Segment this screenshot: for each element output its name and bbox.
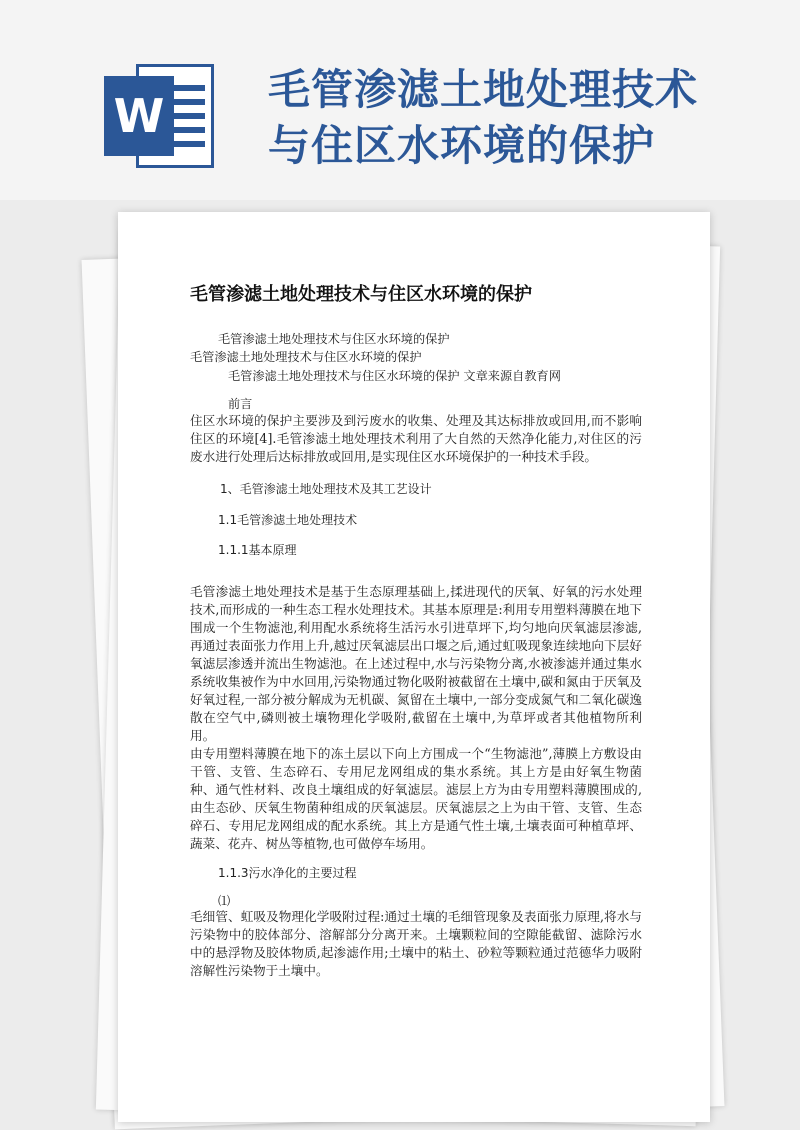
subtitle-line: 毛管渗滤土地处理技术与住区水环境的保护 (190, 350, 422, 364)
word-icon (104, 58, 222, 176)
banner-title (268, 62, 768, 174)
principle-paragraph: 毛管渗滤土地处理技术是基于生态原理基础上,揉进现代的厌氧、好氧的污水处理技术,而形成的一种生态工程水处理技术。其基本原理是:利用专用塑料薄膜在地下围成一个生物滤池,利用配水系统将生活污水引进草坪下,均匀地向厌氧滤层渗滤,再通过表面张力作用上升,越过厌氧滤层出口堰之后,通过虹吸现象连续地向下层好氧滤层渗透并流出生物滤池。在上述过程中,水与污染物分离,水被渗滤并通过集水系统收集被作为中水回用,污染物通过物化吸附被截留在土壤中,碳和氮由于厌氧及好氧过程,一部分被分解成为无机碳、氮留在土壤中,一部分变成氮气和二氧化碳逸散在空气中,磷则被土壤物理化学吸附,截留在土壤中,为草坪或者其他植物所利用。 (190, 584, 642, 743)
word-letter-tile: W (104, 76, 174, 156)
document-title: 毛管渗滤土地处理技术与住区水环境的保护 (190, 284, 532, 305)
subtitle-line: 毛管渗滤土地处理技术与住区水环境的保护 (218, 332, 450, 346)
subsubsection-heading: 1.1.1基本原理 (218, 543, 297, 557)
banner-title-line-1: 毛管渗滤土地处理技术 (268, 65, 699, 114)
preface-paragraph: 住区水环境的保护主要涉及到污废水的收集、处理及其达标排放或回用,而不影响住区的环境[4].毛管渗滤土地处理技术利用了大自然的天然净化能力,对住区的污废水进行处理后达标排放或回用,是实现住区水环境保护的一种技术手段。 (190, 413, 642, 464)
structure-paragraph: 由专用塑料薄膜在地下的冻土层以下向上方围成一个“生物滤池”,薄膜上方敷设由干管、支管、生态碎石、专用尼龙网组成的集水系统。其上方是由好氧生物菌种、通气性材料、改良土壤组成的好氧滤层。滤层上方为由专用塑料薄膜围成的,由生态砂、厌氧生物菌种组成的厌氧滤层。厌氧滤层之上为由干管、支管、生态碎石、专用尼龙网组成的配水系统。其上方是通气性土壤,土壤表面可种植草坪、蔬菜、花卉、树丛等植物,也可做停车场用。 (190, 746, 642, 851)
subsection-heading: 1.1毛管渗滤土地处理技术 (218, 513, 358, 527)
section-heading: 1、毛管渗滤土地处理技术及其工艺设计 (220, 482, 432, 496)
preface-label: 前言 (228, 397, 253, 411)
banner-title-line-2: 与住区水环境的保护 (268, 121, 656, 170)
subtitle-line: 毛管渗滤土地处理技术与住区水环境的保护 文章来源自教育网 (228, 369, 561, 383)
process-paragraph: 毛细管、虹吸及物理化学吸附过程:通过土壤的毛细管现象及表面张力原理,将水与污染物中的胶体部分、溶解部分分离开来。土壤颗粒间的空隙能截留、滤除污水中的悬浮物及胶体物质,起渗滤作用;土壤中的粘土、砂粒等颗粒通过范德华力吸附溶解性污染物于土壤中。 (190, 909, 642, 978)
list-marker: ⑴ (218, 894, 231, 908)
subsubsection-heading: 1.1.3污水净化的主要过程 (218, 866, 357, 880)
